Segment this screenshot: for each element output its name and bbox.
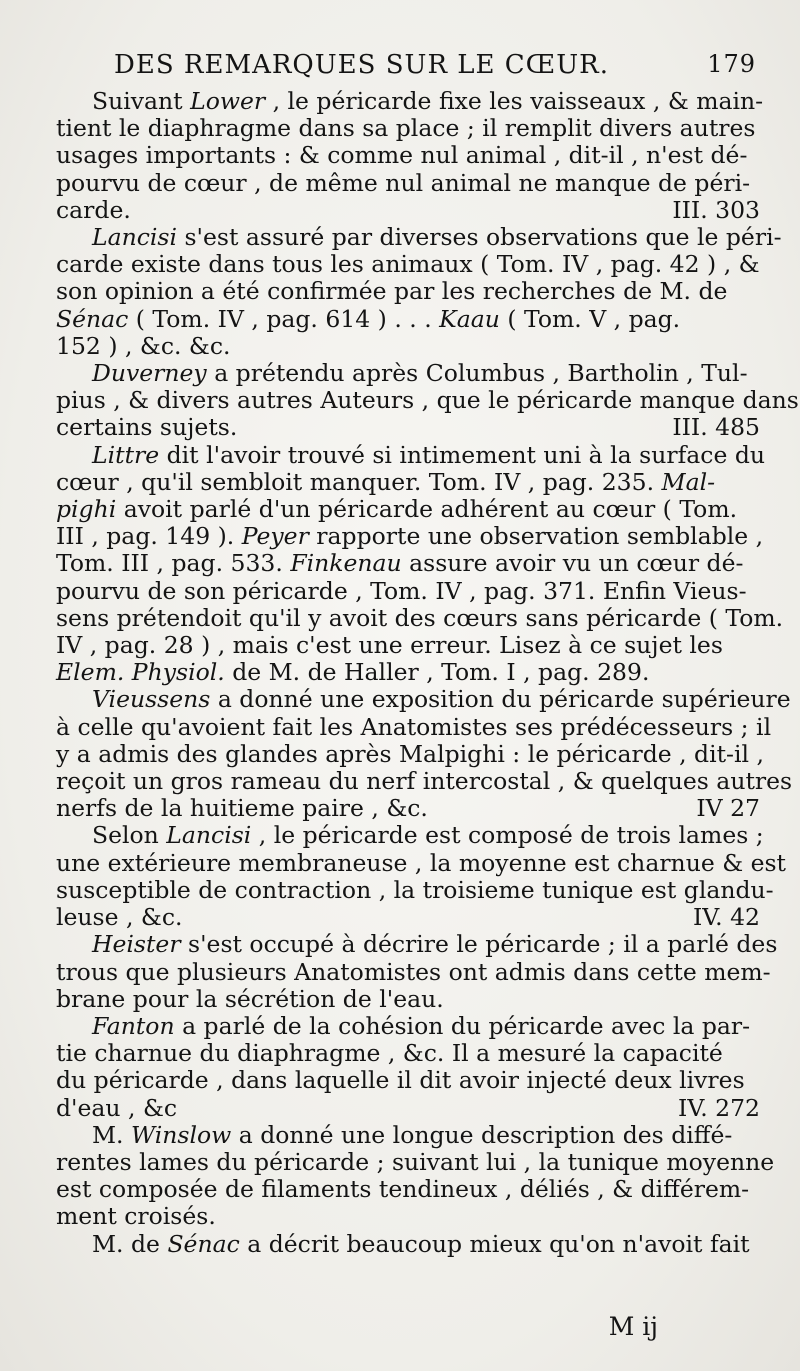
italic-name: Littre	[92, 440, 160, 469]
italic-name: Peyer	[241, 522, 309, 551]
text-line	[56, 522, 764, 551]
italic-name: Winslow	[131, 1120, 232, 1149]
page-number: 179	[707, 50, 756, 78]
volume-reference: III. 485	[672, 413, 760, 442]
text-run: du péricarde , dans laquelle il dit avoir injecté deux livres	[56, 1066, 745, 1095]
text-line	[56, 87, 764, 115]
text-line	[56, 795, 760, 822]
italic-name: Fanton	[92, 1011, 175, 1040]
italic-name: Sénac	[167, 1229, 240, 1258]
volume-reference: III. 303	[672, 195, 760, 224]
text-run: ( Tom. V , pag.	[499, 304, 681, 333]
text-run: a donné une exposition du péricarde supérieure	[210, 685, 791, 714]
text-line	[56, 440, 766, 469]
text-line	[56, 1013, 760, 1040]
text-run: à celle qu'avoient fait les Anatomistes ses prédécesseurs ; il	[56, 712, 772, 741]
text-run: ment croisés.	[56, 1202, 216, 1231]
text-run: a donné une longue description des diffé-	[231, 1120, 733, 1149]
paragraph	[56, 223, 782, 360]
text-line	[56, 957, 771, 986]
italic-name: Lower	[190, 87, 266, 115]
text-run: tient le diaphragme dans sa place ; il remplit divers autres	[56, 114, 756, 143]
italic-name: Finkenau	[290, 549, 402, 578]
text-run: certains sujets.	[56, 413, 238, 442]
text-run: dit l'avoir trouvé si intimement uni à la surface du	[159, 440, 766, 469]
text-run: est composée de filaments tendineux , déliés , & différem-	[56, 1175, 750, 1204]
text-run: d'eau , &c	[56, 1093, 178, 1122]
text-line	[56, 821, 764, 850]
text-line	[56, 712, 772, 741]
text-line	[56, 223, 782, 252]
text-run: pius , & divers autres Auteurs , que le péricarde manque dans	[56, 386, 799, 415]
text-run: carde existe dans tous les animaux ( Tom. IV , pag. 42 ) , &	[56, 250, 760, 279]
text-run: leuse , &c.	[56, 903, 183, 932]
italic-name: Lancisi	[92, 223, 178, 252]
text-run: y a admis des glandes après Malpighi : le péricarde , dit-il ,	[56, 739, 764, 768]
text-line	[56, 142, 760, 169]
text-run: pourvu de cœur , de même nul animal ne manque de péri-	[56, 168, 751, 197]
text-run: a prétendu après Columbus , Bartholin , Tul-	[206, 359, 748, 388]
text-run: Selon	[92, 821, 167, 850]
volume-reference: IV. 272	[678, 1093, 760, 1122]
text-line	[56, 1122, 760, 1149]
italic-name: Kaau	[439, 304, 500, 333]
text-line	[56, 739, 764, 768]
text-line	[56, 632, 760, 659]
text-line	[56, 170, 760, 197]
text-run: une extérieure membraneuse , la moyenne est charnue & est	[56, 848, 787, 877]
text-run: brane pour la sécrétion de l'eau.	[56, 984, 444, 1013]
text-line	[56, 1176, 760, 1203]
text-run: Suivant	[92, 87, 191, 115]
text-run: tie charnue du diaphragme , &c. Il a mesuré la capacité	[56, 1039, 723, 1068]
text-line	[56, 1095, 760, 1122]
text-line	[56, 685, 791, 714]
text-line	[56, 767, 793, 796]
text-run: s'est assuré par diverses observations que le péri-	[177, 223, 782, 252]
text-line	[56, 848, 787, 877]
text-run: carde.	[56, 195, 131, 224]
paragraph	[56, 1231, 760, 1258]
italic-name: Lancisi	[166, 821, 252, 850]
text-run: M.	[92, 1120, 132, 1149]
text-line	[56, 659, 760, 686]
text-line	[56, 1203, 760, 1230]
text-run: M. de	[92, 1229, 168, 1258]
text-run: s'est occupé à décrire le péricarde ; il a parlé des	[180, 930, 778, 959]
text-run: pourvu de son péricarde , Tom. IV , pag. 371. Enfin Vieus-	[56, 576, 747, 605]
text-line	[56, 360, 760, 387]
text-line	[56, 469, 760, 496]
text-line	[56, 1147, 775, 1176]
text-line	[56, 578, 760, 605]
body-text	[56, 87, 799, 1258]
text-line	[56, 197, 760, 224]
italic-name: Heister	[92, 930, 181, 959]
text-run: cœur , qu'il sembloit manquer. Tom. IV , pag. 235.	[56, 467, 662, 496]
text-line	[56, 496, 760, 523]
text-run: 152 ) , &c. &c.	[56, 331, 231, 360]
running-head	[56, 44, 760, 88]
text-run: a parlé de la cohésion du péricarde avec la par-	[174, 1011, 751, 1040]
text-line	[56, 306, 760, 333]
text-run: sens prétendoit qu'il y avoit des cœurs sans péricarde ( Tom.	[56, 603, 784, 632]
volume-reference: IV 27	[696, 794, 760, 823]
paragraph	[56, 440, 784, 687]
text-run: de M. de Haller , Tom. I , pag. 289.	[224, 658, 650, 687]
text-run: susceptible de contraction , la troisieme tunique est glandu-	[56, 875, 774, 904]
text-line	[56, 414, 760, 441]
text-line	[56, 986, 760, 1013]
text-line	[56, 1231, 760, 1258]
volume-reference: IV. 42	[693, 903, 760, 932]
text-line	[56, 930, 778, 959]
text-run: III , pag. 149 ).	[56, 522, 242, 551]
text-run: usages importants : & comme nul animal , dit-il , n'est dé-	[56, 141, 748, 170]
text-line	[56, 1067, 760, 1094]
text-line	[56, 603, 784, 632]
signature-mark: M ij	[608, 1312, 658, 1341]
text-line	[56, 278, 760, 305]
italic-name: Duverney	[92, 359, 207, 388]
text-line	[56, 251, 760, 278]
text-run: trous que plusieurs Anatomistes ont admis dans cette mem-	[56, 957, 771, 986]
italic-name: Elem. Physiol.	[56, 658, 225, 687]
text-run: a décrit beaucoup mieux qu'on n'avoit fait	[239, 1229, 750, 1258]
text-run: nerfs de la huitieme paire , &c.	[56, 794, 428, 823]
italic-name: Sénac	[56, 304, 129, 333]
paragraph	[56, 821, 787, 932]
text-run: avoit parlé d'un péricarde adhérent au cœur ( Tom.	[116, 495, 738, 524]
paragraph	[56, 359, 799, 442]
text-run: rentes lames du péricarde ; suivant lui , la tunique moyenne	[56, 1147, 775, 1176]
italic-name: pighi	[56, 495, 117, 524]
paragraph	[56, 1120, 775, 1231]
paragraph	[56, 87, 764, 224]
text-line	[56, 333, 760, 360]
text-run: assure avoir vu un cœur dé-	[401, 549, 744, 578]
text-line	[56, 904, 760, 931]
text-line	[56, 386, 799, 415]
text-run: , le péricarde est composé de trois lames ;	[251, 821, 764, 850]
text-run: , le péricarde fixe les vaisseaux , & main-	[265, 87, 764, 115]
text-line	[56, 1040, 760, 1067]
text-run: son opinion a été confirmée par les recherches de M. de	[56, 277, 728, 306]
italic-name: Vieussens	[92, 685, 211, 714]
text-run: ( Tom. IV , pag. 614 ) . . .	[128, 304, 440, 333]
text-line	[56, 875, 774, 904]
text-run: rapporte une observation semblable ,	[308, 522, 764, 551]
text-run: Tom. III , pag. 533.	[56, 549, 291, 578]
text-run: IV , pag. 28 ) , mais c'est une erreur. Lisez à ce sujet les	[56, 631, 723, 660]
text-line	[56, 550, 760, 577]
paragraph	[56, 685, 793, 823]
italic-name: Mal-	[661, 467, 716, 496]
paragraph	[56, 1013, 760, 1122]
running-title: DES REMARQUES SUR LE CŒUR.	[114, 50, 610, 80]
paragraph	[56, 930, 778, 1013]
text-run: reçoit un gros rameau du nerf intercostal , & quelques autres	[56, 767, 793, 796]
text-line	[56, 115, 760, 142]
